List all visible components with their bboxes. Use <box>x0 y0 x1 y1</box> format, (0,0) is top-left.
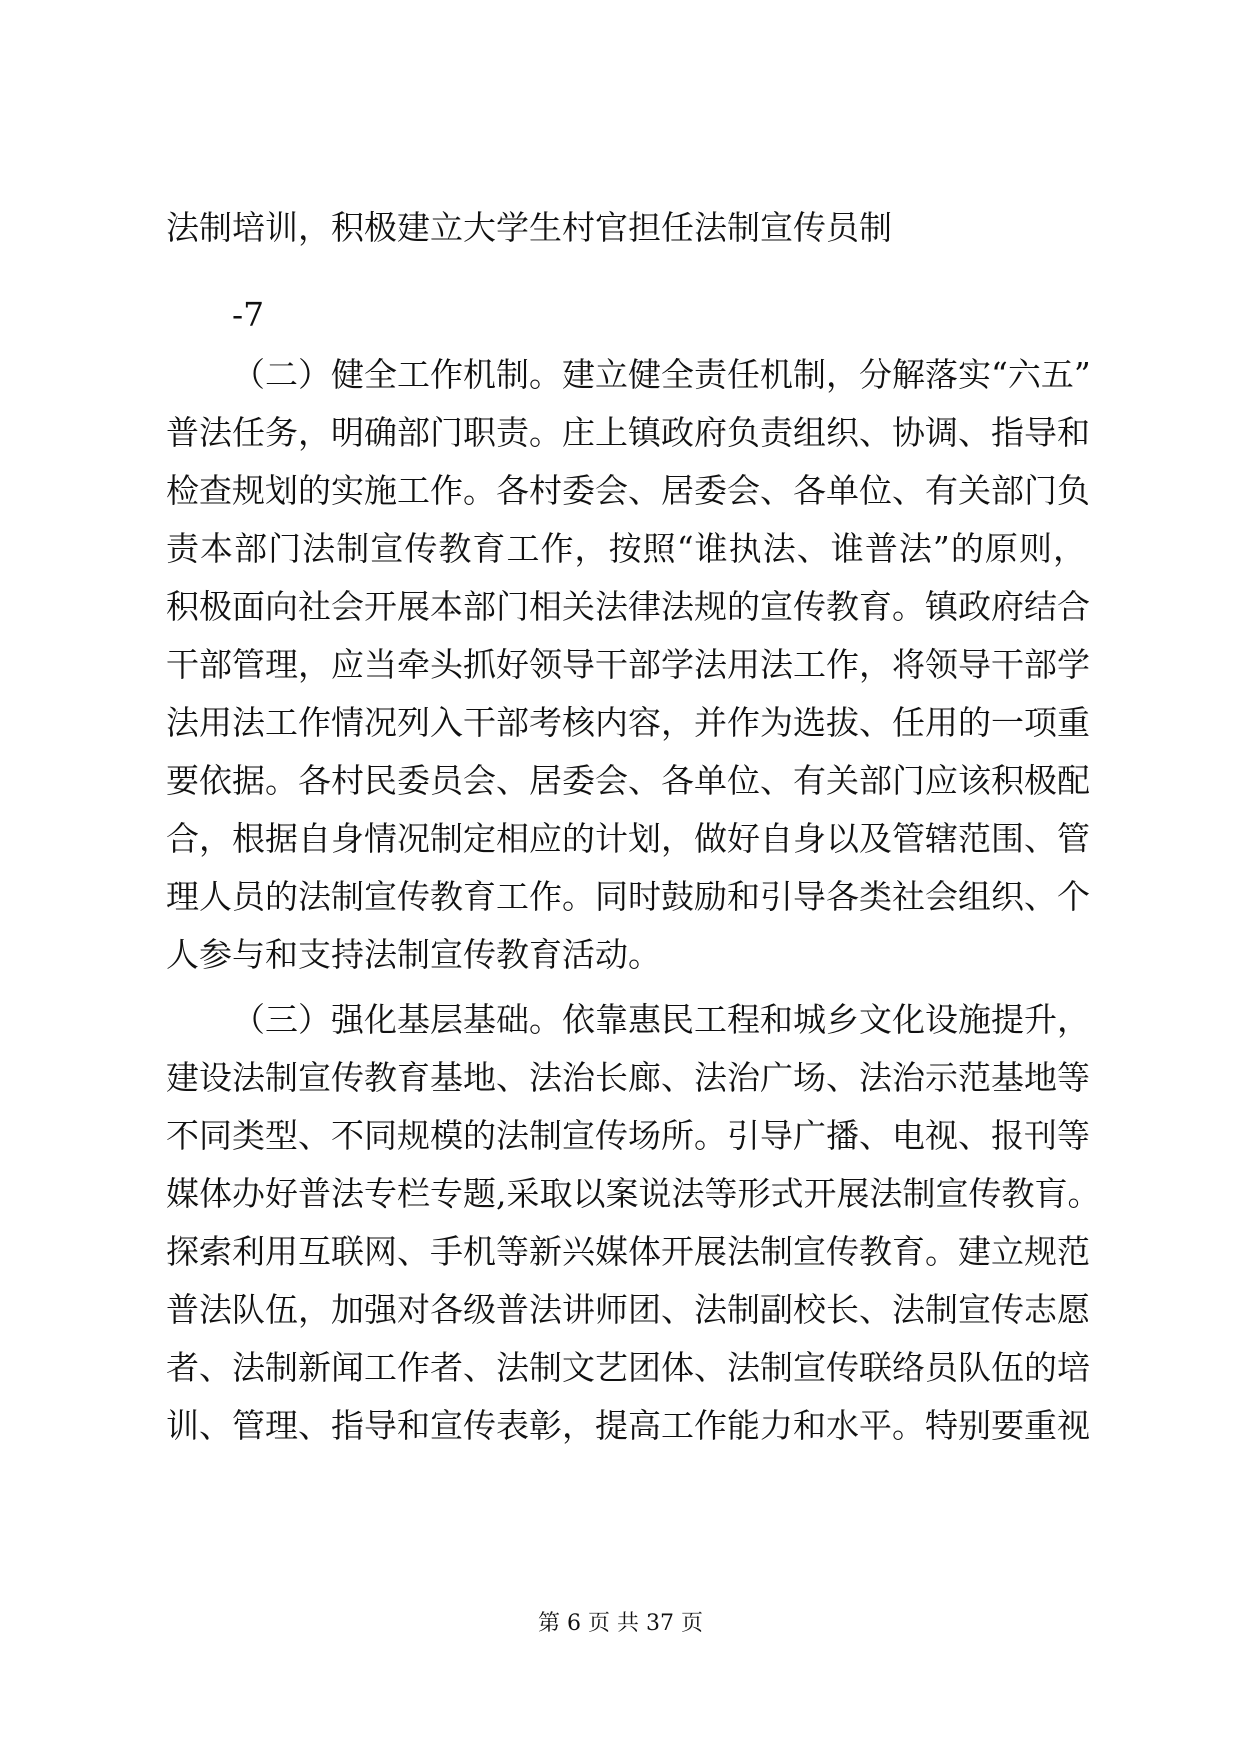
text-line: 干部管理，应当牵头抓好领导干部学法用法工作，将领导干部学 <box>166 645 1090 684</box>
text-line: 训、管理、指导和宣传表彰，提高工作能力和水平。特别要重视 <box>166 1406 1090 1445</box>
text-line: 人参与和支持法制宣传教育活动。 <box>166 935 661 974</box>
text-line: 理人员的法制宣传教育工作。同时鼓励和引导各类社会组织、个 <box>166 877 1090 916</box>
paragraph-heading-line: （三）强化基层基础。依靠惠民工程和城乡文化设施提升， <box>232 1000 1090 1039</box>
text-line: 普法队伍，加强对各级普法讲师团、法制副校长、法制宣传志愿 <box>166 1290 1090 1329</box>
text-line: 要依据。各村民委员会、居委会、各单位、有关部门应该积极配 <box>166 761 1090 800</box>
text-line: 媒体办好普法专栏专题,采取以案说法等形式开展法制宣传教肓。 <box>166 1174 1101 1213</box>
paragraph-heading-line: （二）健全工作机制。建立健全责任机制，分解落实“六五” <box>232 355 1091 394</box>
text-line: 合，根据自身情况制定相应的计划，做好自身以及管辖范围、管 <box>166 819 1090 858</box>
text-line: 者、法制新闻工作者、法制文艺团体、法制宣传联络员队伍的培 <box>166 1348 1090 1387</box>
text-line: 普法任务，明确部门职责。庄上镇政府负责组织、协调、指导和 <box>166 413 1090 452</box>
page-footer: 第 6 页 共 37 页 <box>538 1611 703 1636</box>
text-line: 建设法制宣传教育基地、法治长廊、法治广场、法治示范基地等 <box>166 1058 1090 1097</box>
page-marker: -7 <box>232 295 265 334</box>
text-line: 法用法工作情况列入干部考核内容，并作为选拔、任用的一项重 <box>166 703 1090 742</box>
text-line: 不同类型、不同规模的法制宣传场所。引导广播、电视、报刊等 <box>166 1116 1090 1155</box>
text-line: 检查规划的实施工作。各村委会、居委会、各单位、有关部门负 <box>166 471 1090 510</box>
text-line: 探索利用互联网、手机等新兴媒体开展法制宣传教育。建立规范 <box>166 1232 1090 1271</box>
text-line: 积极面向社会开展本部门相关法律法规的宣传教育。镇政府结合 <box>166 587 1090 626</box>
text-line: 责本部门法制宣传教育工作，按照“谁执法、谁普法”的原则， <box>166 529 1086 568</box>
text-line: 法制培训，积极建立大学生村官担任法制宣传员制 <box>166 208 892 247</box>
